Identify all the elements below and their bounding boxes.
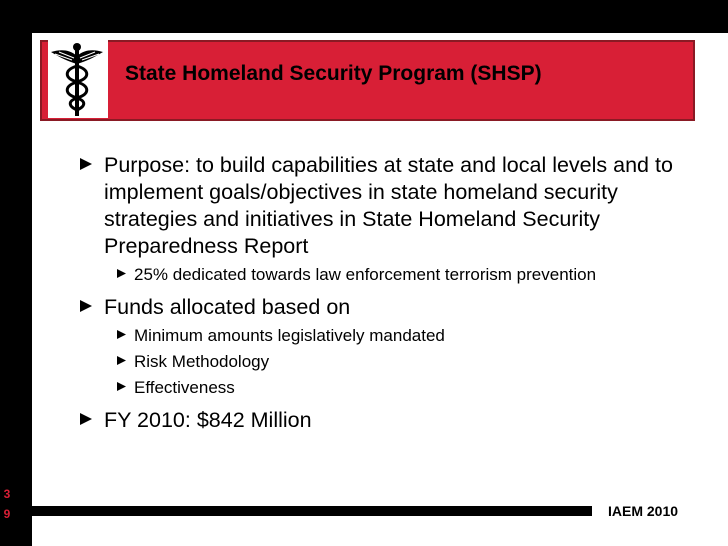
- bullet-square-icon: [117, 330, 126, 339]
- frame-bottom-strip: [32, 506, 592, 516]
- bullet-fy2010: [80, 407, 680, 434]
- sub-bullet-effectiveness: [80, 377, 680, 399]
- sub-bullet-text: Minimum amounts legislatively mandated: [134, 326, 445, 345]
- bullet-square-icon: [117, 269, 126, 278]
- bullet-text: FY 2010: $842 Million: [104, 408, 312, 432]
- bullet-text: Funds allocated based on: [104, 295, 351, 319]
- sub-bullet-text: Risk Methodology: [134, 352, 270, 371]
- frame-top-border: [0, 0, 728, 33]
- bullet-funds: [80, 294, 680, 321]
- page-number-digit: 3: [3, 487, 11, 501]
- bullet-square-icon: [80, 300, 92, 312]
- bullet-square-icon: [80, 158, 92, 170]
- caduceus-icon: [50, 42, 104, 118]
- sub-bullet-text: 25% dedicated towards law enforcement terrorism prevention: [134, 265, 597, 284]
- bullet-square-icon: [117, 356, 126, 365]
- bullet-purpose: [80, 152, 680, 260]
- slide-title: State Homeland Security Program (SHSP): [125, 62, 542, 85]
- sub-bullet-law-enforcement: [80, 264, 680, 286]
- page-number-digit: 9: [3, 507, 11, 521]
- sub-bullet-minimum-amounts: [80, 325, 680, 347]
- bullet-text: Purpose: to build capabilities at state and local levels and to implement goals/objectives in state homeland security strategies and initiatives in State Homeland Security Preparedness Report: [104, 153, 673, 258]
- page-number: [0, 484, 14, 524]
- frame-left-border: [0, 0, 32, 546]
- sub-bullet-text: Effectiveness: [134, 378, 235, 397]
- bullet-square-icon: [80, 413, 92, 425]
- footer-label: IAEM 2010: [608, 503, 679, 519]
- sub-bullet-risk-methodology: [80, 351, 680, 373]
- bullet-square-icon: [117, 382, 126, 391]
- slide-content: [80, 152, 680, 434]
